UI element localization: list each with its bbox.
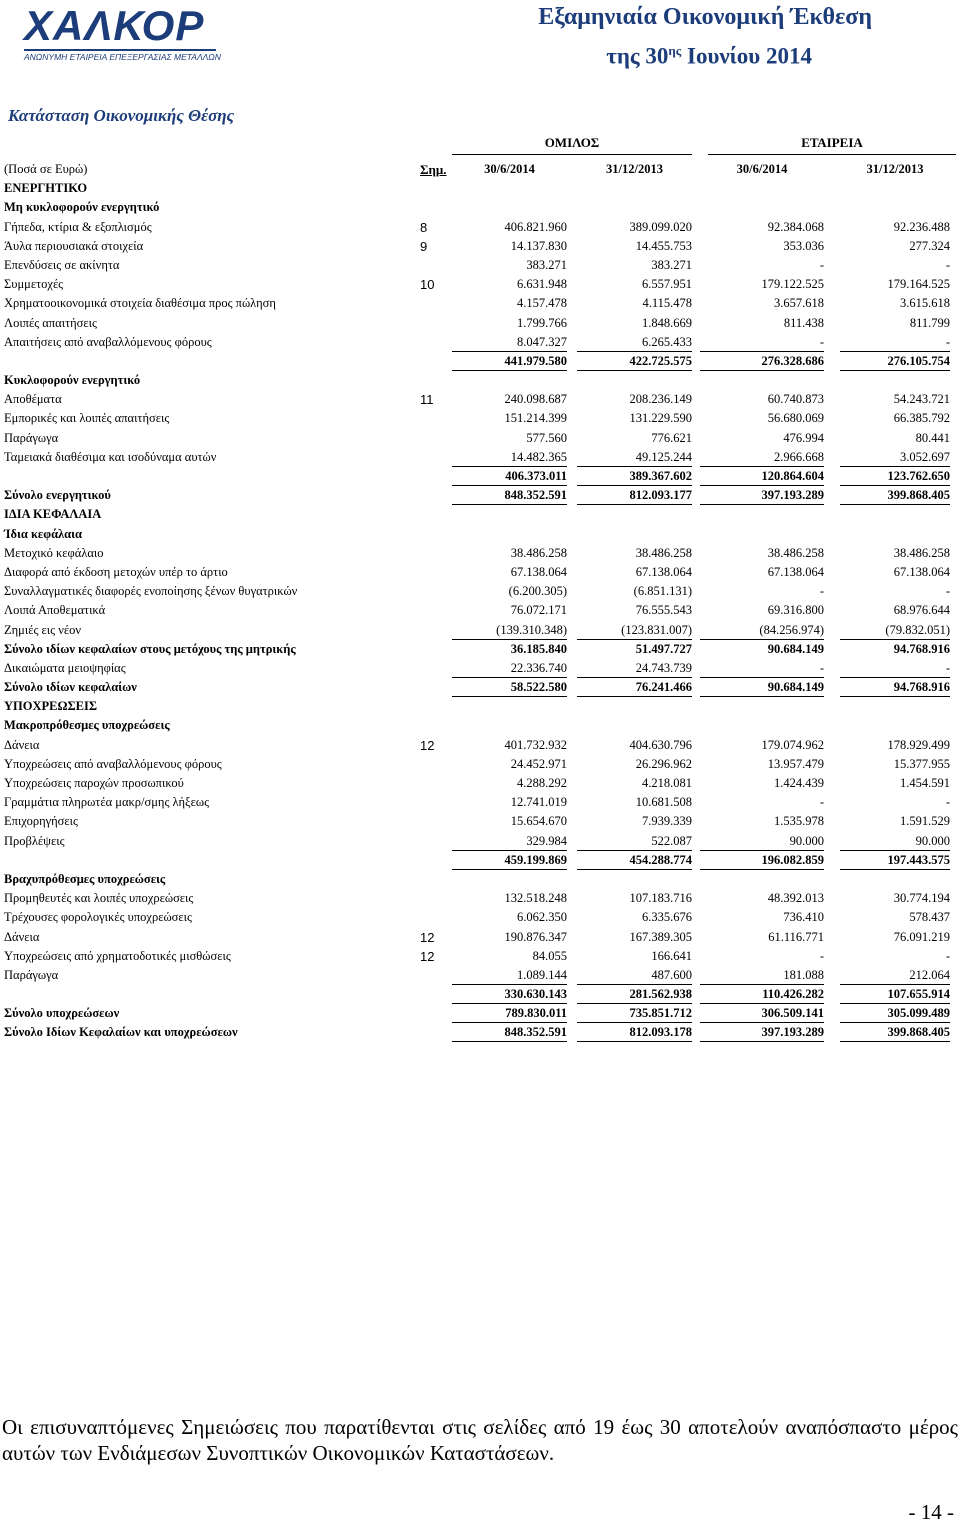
row-value-c2: 812.093.177 xyxy=(577,486,692,505)
row-value-c3: 306.509.141 xyxy=(700,1004,824,1023)
row-value-c4: 94.768.916 xyxy=(840,678,950,697)
row-label: Ταμειακά διαθέσιμα και ισοδύναμα αυτών xyxy=(4,449,217,464)
row-value-c2: 10.681.508 xyxy=(635,795,692,810)
row-value-c3: 397.193.289 xyxy=(700,486,824,505)
row-value-c3: 811.438 xyxy=(783,315,824,330)
row-label: Μακροπρόθεσμες υποχρεώσεις xyxy=(4,718,170,733)
row-label: ΕΝΕΡΓΗΤΙΚΟ xyxy=(4,181,88,196)
row-value-c3: - xyxy=(700,659,824,678)
row-value-c4: 30.774.194 xyxy=(893,891,950,906)
row-value-c1: 441.979.580 xyxy=(452,352,567,371)
row-label: Άυλα περιουσιακά στοιχεία xyxy=(4,238,144,253)
row-value-c3: 69.316.800 xyxy=(767,603,824,618)
row-label: Δάνεια xyxy=(4,737,40,752)
row-value-c3: 736.410 xyxy=(783,910,824,925)
row-label: Υποχρεώσεις παροχών προσωπικού xyxy=(4,776,184,790)
row-value-c1: (6.200.305) xyxy=(508,584,567,599)
table-row xyxy=(0,1004,960,1023)
table-row xyxy=(0,409,960,428)
column-header-c4: 31/12/2013 xyxy=(866,162,924,176)
report-subtitle-pre: της 30 xyxy=(606,43,669,69)
row-value-c2: 389.367.602 xyxy=(577,467,692,486)
table-row xyxy=(0,832,960,851)
row-value-c2: 208.236.149 xyxy=(629,392,692,407)
row-value-c4: 38.486.258 xyxy=(893,545,950,560)
row-value-c1: (139.310.348) xyxy=(452,621,567,640)
row-value-c2: 7.939.339 xyxy=(642,814,692,829)
row-value-c2: 487.600 xyxy=(577,966,692,985)
row-value-c1: 1.799.766 xyxy=(517,315,567,330)
row-value-c1: 329.984 xyxy=(452,832,567,851)
row-value-c1: 132.518.248 xyxy=(504,891,567,906)
row-value-c1: 789.830.011 xyxy=(452,1004,567,1023)
row-value-c1: 12.741.019 xyxy=(510,795,567,810)
row-value-c4: 178.929.499 xyxy=(887,737,950,752)
row-value-c1: 6.062.350 xyxy=(517,910,567,925)
row-value-c3: 38.486.258 xyxy=(767,545,824,560)
row-value-c4: - xyxy=(945,948,950,963)
row-value-c2: 24.743.739 xyxy=(577,659,692,678)
row-label: Μη κυκλοφορούν ενεργητικό xyxy=(4,200,160,215)
row-value-c2: 76.555.543 xyxy=(635,603,692,618)
row-label: Προβλέψεις xyxy=(4,833,65,848)
row-value-c3: 179.074.962 xyxy=(761,737,824,752)
row-value-c3: 181.088 xyxy=(700,966,824,985)
row-value-c1: 240.098.687 xyxy=(504,392,567,407)
table-row xyxy=(0,352,960,371)
row-value-c1: 330.630.143 xyxy=(452,985,567,1004)
row-value-c2: 6.335.676 xyxy=(642,910,692,925)
report-title: Εξαμηνιαία Οικονομική Έκθεση xyxy=(538,4,872,30)
table-row xyxy=(0,908,960,927)
row-note: 12 xyxy=(420,948,435,964)
row-value-c1: 24.452.971 xyxy=(510,756,567,771)
row-value-c4: 179.164.525 xyxy=(887,277,950,292)
row-label: Γραμμάτια πληρωτέα μακρ/σμης λήξεως xyxy=(4,795,210,810)
logo-divider xyxy=(24,49,216,51)
row-value-c1: 58.522.580 xyxy=(452,678,567,697)
row-value-c3: 48.392.013 xyxy=(767,891,824,906)
row-label: Σύνολο ιδίων κεφαλαίων xyxy=(4,680,137,695)
row-value-c4: 66.385.792 xyxy=(893,411,950,426)
table-row xyxy=(0,793,960,812)
table-row xyxy=(0,889,960,908)
table-row xyxy=(0,198,960,217)
row-note: 9 xyxy=(420,238,428,254)
row-value-c1: 22.336.740 xyxy=(452,659,567,678)
row-value-c1: 36.185.840 xyxy=(510,641,567,656)
column-header-c1: 30/6/2014 xyxy=(484,162,535,176)
table-row xyxy=(0,525,960,544)
row-label: Σύνολο ιδίων κεφαλαίων στους μετόχους της μητρικής xyxy=(4,641,296,656)
row-value-c2: 131.229.590 xyxy=(629,411,692,426)
row-note: 8 xyxy=(420,219,428,235)
row-value-c1: 14.137.830 xyxy=(510,238,567,253)
row-label: Απαιτήσεις από αναβαλλόμενους φόρους xyxy=(4,334,212,349)
row-value-c2: 67.138.064 xyxy=(635,564,692,579)
table-row xyxy=(0,314,960,333)
row-value-c2: 38.486.258 xyxy=(635,545,692,560)
row-value-c3: 3.657.618 xyxy=(774,296,824,311)
table-row xyxy=(0,678,960,697)
row-value-c4: 578.437 xyxy=(909,910,950,925)
column-header-label: (Ποσά σε Ευρώ) xyxy=(4,162,88,176)
row-value-c4: 3.615.618 xyxy=(900,296,950,311)
row-value-c3: 56.680.069 xyxy=(767,411,824,426)
row-value-c1: 1.089.144 xyxy=(452,966,567,985)
row-value-c2: 6.557.951 xyxy=(642,277,692,292)
row-value-c3: - xyxy=(819,257,824,272)
column-header-c2: 31/12/2013 xyxy=(606,162,663,176)
row-label: Σύνολο υποχρεώσεων xyxy=(4,1006,120,1021)
row-value-c3: 179.122.525 xyxy=(761,277,824,292)
row-value-c1: 459.199.869 xyxy=(452,851,567,870)
row-value-c1: 406.373.011 xyxy=(452,467,567,486)
row-value-c4: 15.377.955 xyxy=(893,756,950,771)
group-header-omilos: ΟΜΙΛΟΣ xyxy=(452,135,692,155)
row-value-c4: 1.591.529 xyxy=(900,814,950,829)
row-value-c2: 4.218.081 xyxy=(642,776,692,790)
row-value-c2: 26.296.962 xyxy=(635,756,692,771)
table-row xyxy=(0,1023,960,1042)
row-value-c4: 94.768.916 xyxy=(893,641,950,656)
table-row xyxy=(0,275,960,294)
row-value-c4: 212.064 xyxy=(840,966,950,985)
table-row xyxy=(0,697,960,716)
row-label: Επενδύσεις σε ακίνητα xyxy=(4,257,120,272)
row-label: Προμηθευτές και λοιπές υποχρεώσεις xyxy=(4,891,194,906)
row-value-c4: 277.324 xyxy=(909,238,950,253)
row-label: Διαφορά από έκδοση μετοχών υπέρ το άρτιο xyxy=(4,564,228,579)
table-row xyxy=(0,640,960,659)
report-subtitle-sup: ης xyxy=(668,43,682,58)
row-value-c3: 1.424.439 xyxy=(774,776,824,790)
table-row xyxy=(0,736,960,755)
table-row xyxy=(0,256,960,275)
row-value-c2: 522.087 xyxy=(577,832,692,851)
row-value-c2: 776.621 xyxy=(651,430,692,445)
row-value-c2: 454.288.774 xyxy=(577,851,692,870)
section-title: Κατάσταση Οικονομικής Θέσης xyxy=(8,106,235,125)
row-value-c3: - xyxy=(819,795,824,810)
logo-text: ΧΑΛΚΟΡ xyxy=(24,2,205,49)
row-value-c2: 404.630.796 xyxy=(629,737,692,752)
company-logo xyxy=(24,4,224,68)
row-value-c4: 197.443.575 xyxy=(840,851,950,870)
row-value-c2: (6.851.131) xyxy=(633,584,692,599)
table-row xyxy=(0,985,960,1004)
table-row xyxy=(0,486,960,505)
row-value-c4: - xyxy=(840,659,950,678)
row-value-c3: 90.684.149 xyxy=(700,678,824,697)
row-value-c4: 92.236.488 xyxy=(893,219,950,234)
row-label: Συμμετοχές xyxy=(4,277,64,292)
column-header-note: Σημ. xyxy=(420,162,447,177)
row-value-c4: (79.832.051) xyxy=(840,621,950,640)
table-row xyxy=(0,601,960,620)
row-value-c4: - xyxy=(840,333,950,352)
table-row xyxy=(0,390,960,409)
row-label: Συναλλαγματικές διαφορές ενοποίησης ξένων θυγατρικών xyxy=(4,584,298,599)
table-row xyxy=(0,448,960,467)
row-value-c4: 67.138.064 xyxy=(893,564,950,579)
row-value-c1: 76.072.171 xyxy=(510,603,567,618)
row-label: Δάνεια xyxy=(4,929,40,944)
row-value-c4: 3.052.697 xyxy=(840,448,950,467)
table-row xyxy=(0,467,960,486)
row-label: Κυκλοφορούν ενεργητικό xyxy=(4,373,141,388)
row-value-c2: 166.641 xyxy=(651,948,692,963)
row-label: Μετοχικό κεφάλαιο xyxy=(4,545,104,560)
row-label: Επιχορηγήσεις xyxy=(4,814,78,829)
row-value-c3: - xyxy=(819,584,824,599)
row-value-c2: 422.725.575 xyxy=(577,352,692,371)
row-note: 12 xyxy=(420,737,435,753)
table-row xyxy=(0,544,960,563)
row-value-c3: 2.966.668 xyxy=(700,448,824,467)
table-row xyxy=(0,755,960,774)
row-label: Βραχυπρόθεσμες υποχρεώσεις xyxy=(4,871,166,886)
row-value-c4: 1.454.591 xyxy=(900,776,950,790)
row-label: Ίδια κεφάλαια xyxy=(4,526,83,541)
row-value-c3: 92.384.068 xyxy=(767,219,824,234)
row-value-c4: - xyxy=(945,584,950,599)
row-value-c4: 107.655.914 xyxy=(840,985,950,1004)
row-value-c1: 406.821.960 xyxy=(504,219,567,234)
row-value-c1: 84.055 xyxy=(532,948,567,963)
row-label: ΥΠΟΧΡΕΩΣΕΙΣ xyxy=(4,699,98,714)
table-row xyxy=(0,774,960,793)
row-value-c1: 383.271 xyxy=(526,257,567,272)
table-row xyxy=(0,429,960,448)
table-row xyxy=(0,966,960,985)
footer-note: Οι επισυναπτόμενες Σημειώσεις που παρατίθενται στις σελίδες από 19 έως 30 αποτελούν αναπόσπαστο μέρος αυτών των Ενδιάμεσων Συνοπτικών Οικονομικών Καταστάσεων. xyxy=(2,1415,958,1465)
table-row xyxy=(0,870,960,889)
row-value-c1: 38.486.258 xyxy=(510,545,567,560)
row-value-c3: 61.116.771 xyxy=(768,929,824,944)
row-value-c2: 51.497.727 xyxy=(635,641,692,656)
row-value-c3: 353.036 xyxy=(783,238,824,253)
table-row xyxy=(0,582,960,601)
row-value-c2: 735.851.712 xyxy=(577,1004,692,1023)
row-label: Εμπορικές και λοιπές απαιτήσεις xyxy=(4,411,170,426)
row-value-c3: 196.082.859 xyxy=(700,851,824,870)
row-value-c4: 80.441 xyxy=(915,430,950,445)
row-value-c4: 305.099.489 xyxy=(840,1004,950,1023)
row-value-c4: 90.000 xyxy=(840,832,950,851)
row-value-c4: - xyxy=(945,795,950,810)
row-label: Αποθέματα xyxy=(4,392,62,407)
row-label: Χρηματοοικονομικά στοιχεία διαθέσιμα προς πώληση xyxy=(4,296,276,311)
row-value-c1: 577.560 xyxy=(526,430,567,445)
row-note: 11 xyxy=(420,392,434,408)
row-value-c4: 76.091.219 xyxy=(893,929,950,944)
row-value-c1: 15.654.670 xyxy=(510,814,567,829)
row-value-c1: 8.047.327 xyxy=(452,333,567,352)
table-row xyxy=(0,179,960,198)
row-value-c3: (84.256.974) xyxy=(700,621,824,640)
row-value-c3: 90.000 xyxy=(700,832,824,851)
row-value-c3: 60.740.873 xyxy=(767,392,824,407)
logo-subtitle: ΑΝΩΝΥΜΗ ΕΤΑΙΡΕΙΑ ΕΠΕΞΕΡΓΑΣΙΑΣ ΜΕΤΑΛΛΩΝ xyxy=(24,52,221,62)
table-row xyxy=(0,294,960,313)
row-label: Σύνολο ενεργητικού xyxy=(4,488,111,503)
row-label: Υποχρεώσεις από χρηματοδοτικές μισθώσεις xyxy=(4,948,231,963)
row-value-c3: 1.535.978 xyxy=(774,814,824,829)
row-label: Παράγωγα xyxy=(4,430,59,445)
table-row xyxy=(0,851,960,870)
row-note: 12 xyxy=(420,929,435,945)
table-row xyxy=(0,505,960,524)
row-value-c4: 399.868.405 xyxy=(840,486,950,505)
table-row xyxy=(0,716,960,735)
row-value-c3: 90.684.149 xyxy=(767,641,824,656)
row-label: Υποχρεώσεις από αναβαλλόμενους φόρους xyxy=(4,756,222,771)
row-value-c1: 4.288.292 xyxy=(517,776,567,790)
table-row xyxy=(0,218,960,237)
row-label: Λοιπά Αποθεματικά xyxy=(4,603,106,618)
row-value-c1: 848.352.591 xyxy=(452,486,567,505)
row-value-c1: 6.631.948 xyxy=(517,277,567,292)
row-value-c4: 811.799 xyxy=(909,315,950,330)
row-value-c4: 399.868.405 xyxy=(840,1023,950,1042)
row-value-c2: 76.241.466 xyxy=(577,678,692,697)
row-value-c1: 151.214.399 xyxy=(504,411,567,426)
row-note: 10 xyxy=(420,277,435,293)
row-label: Γήπεδα, κτίρια & εξοπλισμός xyxy=(4,219,152,234)
row-label: Παράγωγα xyxy=(4,967,59,982)
table-row xyxy=(0,621,960,640)
row-value-c2: 389.099.020 xyxy=(629,219,692,234)
row-label: Τρέχουσες φορολογικές υποχρεώσεις xyxy=(4,910,192,925)
row-label: Λοιπές απαιτήσεις xyxy=(4,315,97,330)
row-value-c4: 123.762.650 xyxy=(840,467,950,486)
row-value-c3: 13.957.479 xyxy=(767,756,824,771)
table-row xyxy=(0,659,960,678)
row-value-c4: 276.105.754 xyxy=(840,352,950,371)
row-value-c3: 476.994 xyxy=(783,430,824,445)
report-subtitle xyxy=(606,43,812,70)
row-value-c2: 49.125.244 xyxy=(577,448,692,467)
row-value-c2: 281.562.938 xyxy=(577,985,692,1004)
table-row xyxy=(0,563,960,582)
row-value-c1: 67.138.064 xyxy=(510,564,567,579)
row-value-c3: 397.193.289 xyxy=(700,1023,824,1042)
row-label: Δικαιώματα μειοψηφίας xyxy=(4,660,126,675)
table-row xyxy=(0,371,960,390)
row-value-c2: 812.093.178 xyxy=(577,1023,692,1042)
row-value-c2: 14.455.753 xyxy=(635,238,692,253)
row-label: Σύνολο Ιδίων Κεφαλαίων και υποχρεώσεων xyxy=(4,1025,238,1040)
table-row xyxy=(0,237,960,256)
row-value-c1: 401.732.932 xyxy=(504,737,567,752)
row-value-c2: 383.271 xyxy=(651,257,692,272)
balance-sheet-table xyxy=(0,160,960,1043)
row-value-c1: 14.482.365 xyxy=(452,448,567,467)
table-row xyxy=(0,928,960,947)
row-value-c3: - xyxy=(819,948,824,963)
row-value-c3: 276.328.686 xyxy=(700,352,824,371)
page-number: - 14 - xyxy=(908,1500,954,1524)
row-value-c3: - xyxy=(700,333,824,352)
group-header-etaireia: ΕΤΑΙΡΕΙΑ xyxy=(708,135,956,155)
row-value-c4: 68.976.644 xyxy=(893,603,950,618)
column-header-row xyxy=(0,160,960,179)
row-value-c1: 848.352.591 xyxy=(452,1023,567,1042)
row-value-c4: 54.243.721 xyxy=(893,392,950,407)
column-header-c3: 30/6/2014 xyxy=(736,162,788,176)
table-row xyxy=(0,812,960,831)
row-value-c3: 67.138.064 xyxy=(767,564,824,579)
row-value-c3: 120.864.604 xyxy=(700,467,824,486)
row-value-c3: 110.426.282 xyxy=(700,985,824,1004)
row-value-c2: 107.183.716 xyxy=(629,891,692,906)
row-value-c2: 167.389.305 xyxy=(629,929,692,944)
row-value-c1: 4.157.478 xyxy=(517,296,567,311)
row-value-c2: 4.115.478 xyxy=(642,296,692,311)
row-value-c2: (123.831.007) xyxy=(577,621,692,640)
row-value-c1: 190.876.347 xyxy=(504,929,567,944)
row-value-c2: 6.265.433 xyxy=(577,333,692,352)
table-row xyxy=(0,947,960,966)
row-label: Ζημιές εις νέον xyxy=(4,622,82,637)
table-row xyxy=(0,333,960,352)
row-label: ΙΔΙΑ ΚΕΦΑΛΑΙΑ xyxy=(4,507,102,522)
report-subtitle-post: Ιουνίου 2014 xyxy=(681,43,812,69)
row-value-c2: 1.848.669 xyxy=(642,315,692,330)
row-value-c4: - xyxy=(945,257,950,272)
